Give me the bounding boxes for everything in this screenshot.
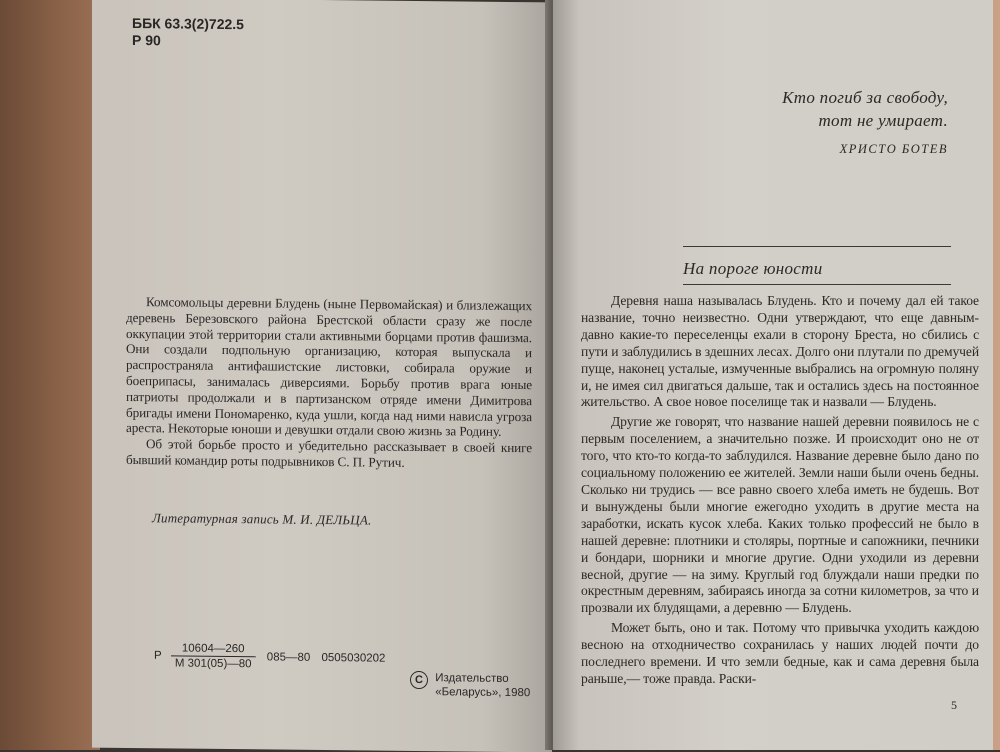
chapter-rule-top xyxy=(683,246,951,247)
bbk-code: ББК 63.3(2)722.5 xyxy=(132,15,244,33)
annotation xyxy=(126,294,532,472)
index-code: Р 90 xyxy=(132,32,161,49)
body-paragraph: Деревня наша называлась Блудень. Кто и почему дал ей такое название, точно неизвестно. Одни утверждают, что еще давным-давно какие-то переселенцы ехали в сторону Бреста, но сбились с пути и заблудились в здешних лесах. Долго они плутали по дремучей пуще, наконец усталые, измученные выбрались на огромную поляну и, не имея сил двигаться дальше, так и остались здесь на постоянное жительство. А свое новое поселище так и назвали — Блудень. xyxy=(581,293,979,410)
copyright-icon: C xyxy=(410,671,428,689)
body-paragraph: Другие же говорят, что название нашей деревни появилось не с первым поселением, а значительно позже. И происходит оно не от того, что кто-то когда-то заблудился. Название деревне было дано по социальному положению ее жителей. Земли наши были очень бедны. Сколько ни трудись — все равно своего хлеба иметь не будешь. Вот и вынуждены были многие ежегодно уходить в другие места на заработки, искать кусок хлеба. Каких только профессий не было в нашей деревне: плотники и столяры, портные и сапожники, печники и бондари, шорники и многие другие. Одни уходили из деревни весной, другие — на зиму. Круглый год блуждали наши предки по окрестным деревням, забираясь иногда за сотни километров, за что и прозвали их блудящами, а деревню — Блудень. xyxy=(581,414,979,616)
epigraph xyxy=(748,86,948,132)
left-page xyxy=(92,0,552,752)
epigraph-line-2: тот не умирает. xyxy=(818,111,948,130)
body-paragraph: Может быть, оно и так. Потому что привычка уходить каждою весною на отходничество сохранилась у наших людей почти до последнего времени. И что земли бедные, как и сама деревня была раньше,— тоже правда. Раски- xyxy=(581,620,979,686)
epigraph-author: ХРИСТО БОТЕВ xyxy=(839,142,948,156)
epigraph-line-1: Кто погиб за свободу, xyxy=(782,88,948,107)
table-surface-left xyxy=(0,0,100,750)
chapter-rule-bottom xyxy=(683,284,951,285)
right-page xyxy=(553,0,993,750)
code-denominator: М 301(05)—80 xyxy=(174,657,252,671)
code-letter: Р xyxy=(154,649,162,662)
chapter-title: На пороге юности xyxy=(683,259,823,278)
show-through-print xyxy=(412,71,552,283)
literary-record: Литературная запись М. И. ДЕЛЬЦА. xyxy=(152,510,372,528)
code-numerator: 10604—260 xyxy=(171,641,256,657)
page-number: 5 xyxy=(951,698,957,712)
publisher-lines xyxy=(435,671,530,700)
code-tail-2: 0505030202 xyxy=(321,651,386,665)
publication-code xyxy=(154,641,385,672)
publisher-line-2: «Беларусь», 1980 xyxy=(435,686,531,700)
publisher-line-1: Издательство xyxy=(435,672,509,685)
code-tail-1: 085—80 xyxy=(266,650,311,664)
code-fraction xyxy=(171,641,256,671)
annotation-paragraph: Об этой борьбе просто и убедительно рассказывает в своей книге бывший командир роты подрывников С. П. Рутич. xyxy=(126,436,532,470)
publisher-imprint xyxy=(410,671,530,700)
annotation-paragraph: Комсомольцы деревни Блудень (ныне Первомайская) и близлежащих деревень Березовского района Брестской области сразу же после оккупации этой территории стали активными борцами против фашизма. Они создали подпольную организацию, которая выпускала и распространяла антифашистские листовки, собирала оружие и боеприпасы, занималась диверсиями. Борьбу против врага юные патриоты продолжали и в партизанском отряде имени Димитрова бригады имени Пономаренко, куда ушли, когда над ними нависла угроза ареста. Некоторые юноши и девушки отдали свою жизнь за Родину. xyxy=(126,294,532,440)
chapter-body xyxy=(581,293,979,691)
catalog-codes xyxy=(132,15,244,50)
